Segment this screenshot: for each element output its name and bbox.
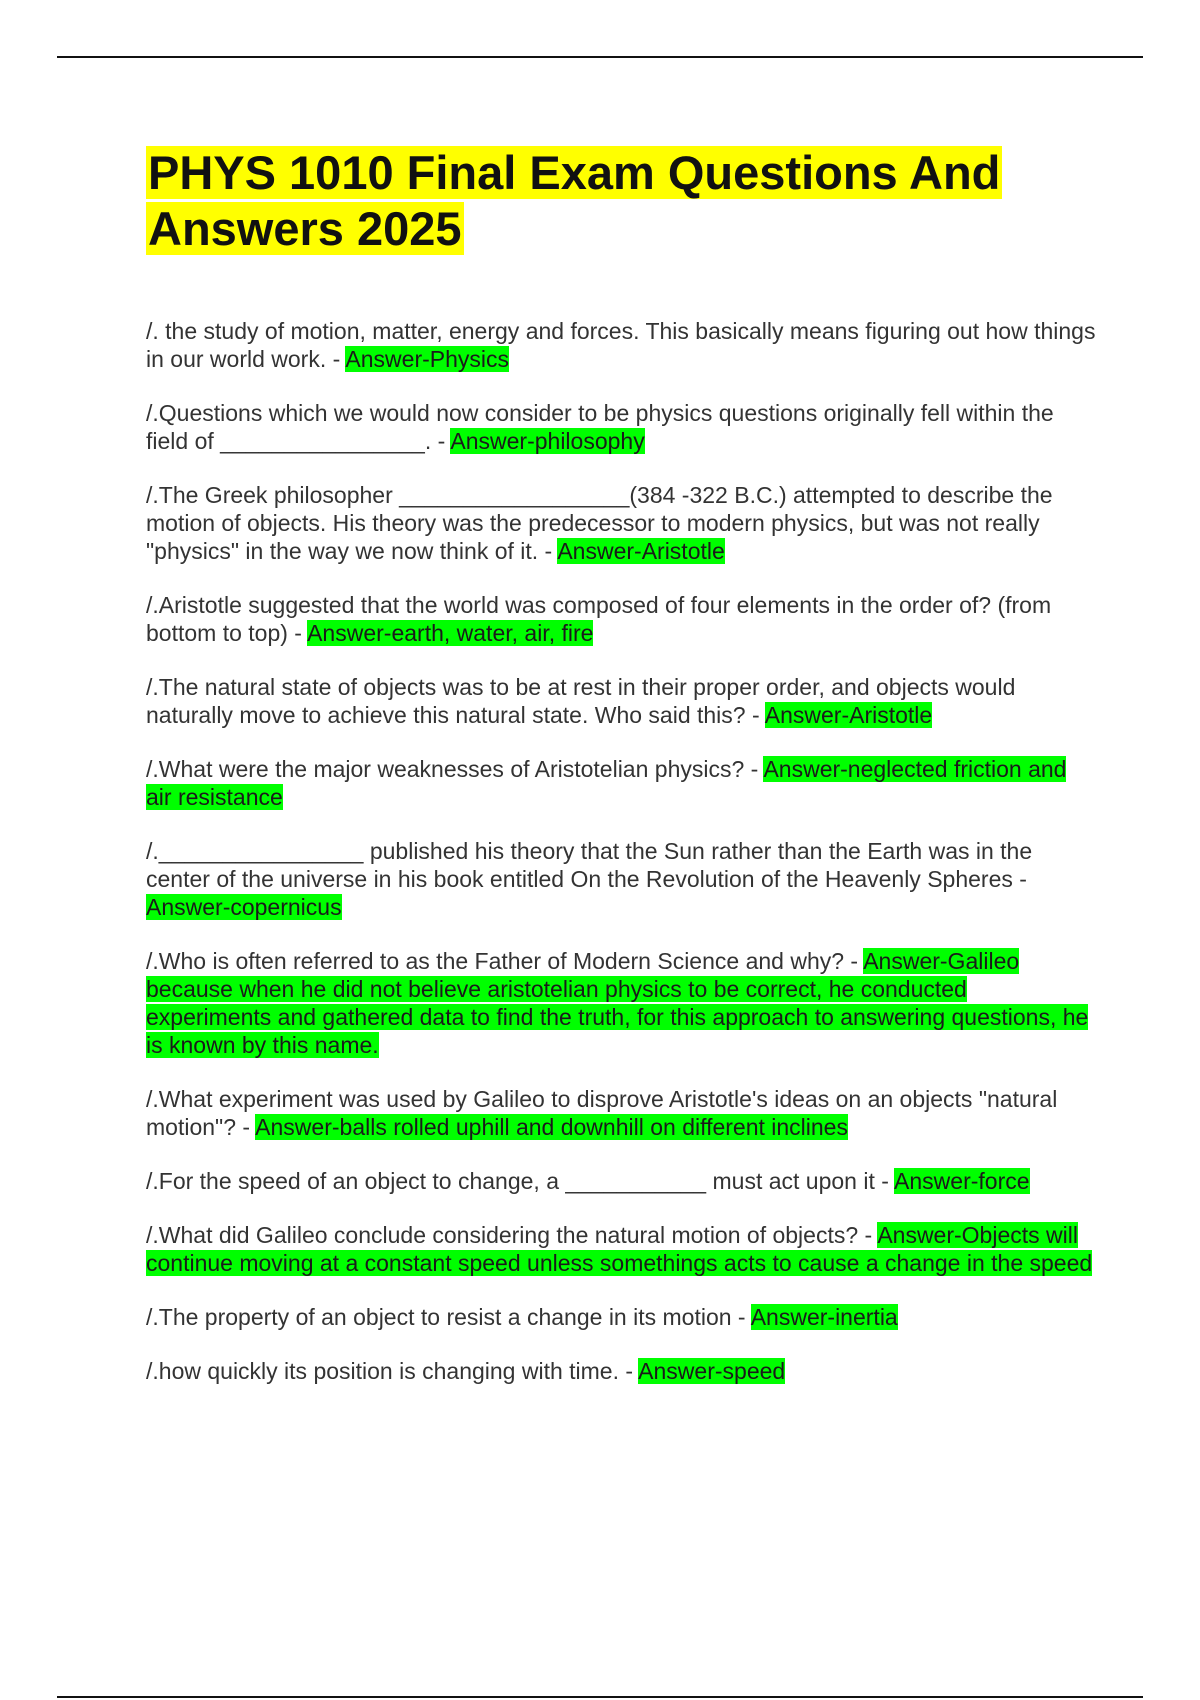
question-text: /. the study of motion, matter, energy and forces. This basically means figuring out how things in our world work. - — [146, 318, 1096, 372]
answer-text: Answer-Aristotle — [764, 702, 933, 728]
page-top-rule — [57, 56, 1143, 58]
question-text: /.What experiment was used by Galileo to disprove Aristotle's ideas on an objects "natural motion"? - — [146, 1086, 1058, 1140]
question-text: /.Aristotle suggested that the world was composed of four elements in the order of? (from bottom to top) - — [146, 592, 1052, 646]
qa-item — [146, 481, 1096, 565]
answer-text: Answer-inertia — [750, 1304, 898, 1330]
answer-text: Answer-speed — [638, 1358, 786, 1384]
qa-item — [146, 399, 1096, 455]
answer-text: Answer-Physics — [345, 346, 510, 372]
question-text: /.Who is often referred to as the Father of Modern Science and why? - — [146, 948, 864, 974]
answer-text: Answer-Objects will continue moving at a constant speed unless somethings acts to cause a change in the speed — [146, 1222, 1093, 1276]
answer-text: Answer-force — [894, 1168, 1030, 1194]
answer-text: Answer-earth, water, air, fire — [307, 620, 594, 646]
question-text: /.What did Galileo conclude considering the natural motion of objects? - — [146, 1222, 878, 1248]
qa-item — [146, 755, 1096, 811]
qa-item — [146, 1085, 1096, 1141]
page-bottom-rule — [57, 1696, 1143, 1698]
answer-text: Answer-neglected friction and air resistance — [146, 756, 1067, 810]
qa-item — [146, 837, 1096, 921]
qa-item — [146, 1167, 1096, 1195]
qa-list — [146, 317, 1096, 1385]
qa-item — [146, 1303, 1096, 1331]
qa-item — [146, 317, 1096, 373]
answer-text: Answer-copernicus — [146, 894, 342, 920]
qa-item — [146, 1357, 1096, 1385]
question-text: /.The Greek philosopher __________________(384 -322 B.C.) attempted to describe the motion of objects. His theory was the predecessor to modern physics, but was not really "physics" in the way we now think of it. - — [146, 482, 1053, 564]
answer-text: Answer-balls rolled uphill and downhill on different inclines — [255, 1114, 848, 1140]
qa-item — [146, 591, 1096, 647]
answer-text: Answer-philosophy — [450, 428, 645, 454]
qa-item — [146, 947, 1096, 1059]
qa-item — [146, 673, 1096, 729]
answer-text: Answer-Aristotle — [557, 538, 725, 564]
answer-text: Answer-Galileo because when he did not believe aristotelian physics to be correct, he conducted experiments and gathered data to find the truth, for this approach to answering questions, he is known by this name. — [146, 948, 1089, 1058]
question-text: /.________________ published his theory that the Sun rather than the Earth was in the center of the universe in his book entitled On the Revolution of the Heavenly Spheres - — [146, 838, 1033, 892]
document-body — [146, 145, 1096, 1411]
document-title-text: PHYS 1010 Final Exam Questions And Answers 2025 — [148, 146, 1001, 255]
question-text: /.The property of an object to resist a change in its motion - — [146, 1304, 751, 1330]
question-text: /.Questions which we would now consider to be physics questions originally fell within the field of ________________. - — [146, 400, 1054, 454]
document-title — [146, 145, 1096, 257]
question-text: /.What were the major weaknesses of Aristotelian physics? - — [146, 756, 764, 782]
question-text: /.For the speed of an object to change, a ___________ must act upon it - — [146, 1168, 895, 1194]
qa-item — [146, 1221, 1096, 1277]
question-text: /.The natural state of objects was to be at rest in their proper order, and objects would naturally move to achieve this natural state. Who said this? - — [146, 674, 1016, 728]
question-text: /.how quickly its position is changing with time. - — [146, 1358, 639, 1384]
